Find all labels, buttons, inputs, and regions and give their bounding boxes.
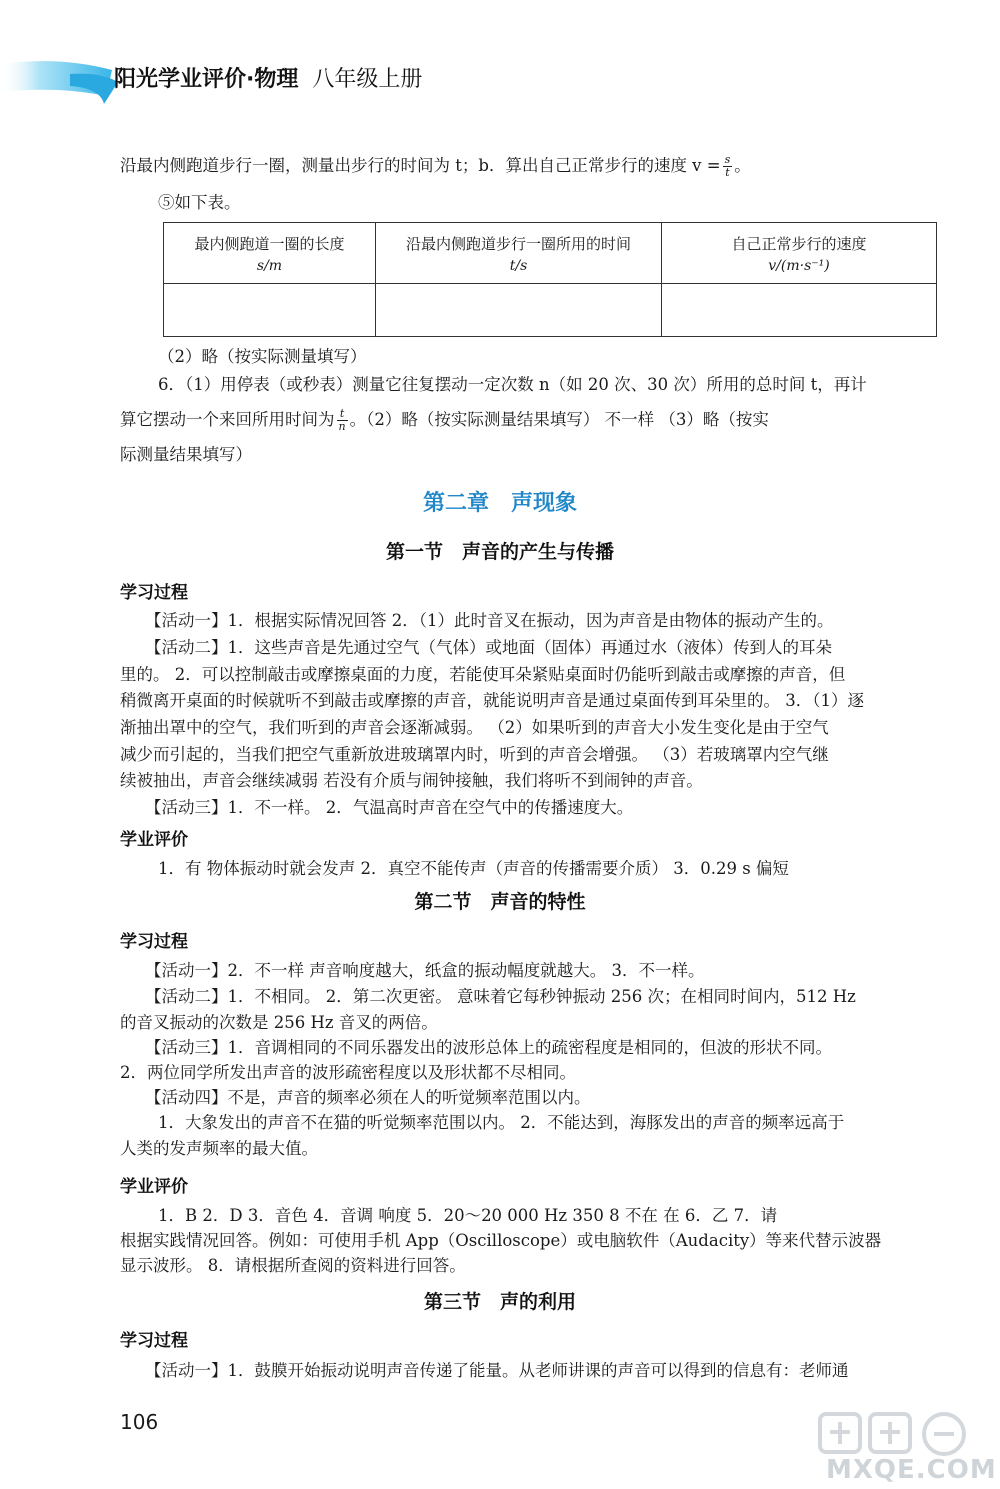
s1-line-1: 【活动一】1．根据实际情况回答 2．（1）此时音叉在振动，因为声音是由物体的振动产生的。 — [145, 611, 834, 630]
s2-line-6: 【活动四】不是，声音的频率必须在人的听觉频率范围以内。 — [145, 1088, 591, 1107]
table-cell — [662, 284, 937, 337]
measurement-table — [163, 222, 937, 337]
section-2-process-heading: 学习过程 — [120, 932, 188, 952]
s1-line-8: 【活动三】1．不一样。 2．气温高时声音在空气中的传播速度大。 — [145, 798, 634, 817]
q6-line-2-a: 算它摆动一个来回所用时间为 — [120, 410, 335, 429]
top-line-1: 沿最内侧跑道步行一圈，测量出步行的时间为 t；b．算出自己正常步行的速度 v = $\frac{s}{t}$ 。 — [120, 153, 751, 179]
q6-line-2-b: 。（2）略（按实际测量结果填写） 不一样 （3）略（按实 — [349, 410, 769, 429]
s2-line-1: 【活动一】2．不一样 声音响度越大，纸盒的振动幅度就越大。 3．不一样。 — [145, 961, 705, 980]
book-grade: 八年级上册 — [312, 67, 423, 92]
section-1-process-heading: 学习过程 — [120, 583, 188, 603]
header-unit: v/(m·s⁻¹) — [768, 257, 830, 274]
s1-eval-line: 1．有 物体振动时就会发声 2．真空不能传声（声音的传播需要介质） 3．0.29 s 偏短 — [158, 859, 789, 878]
header-title: 沿最内侧跑道步行一圈所用的时间 — [405, 234, 631, 253]
s2-eval-line-2: 根据实践情况回答。例如：可使用手机 App（Oscilloscope）或电脑软件（Audacity）等来代替示波器 — [120, 1231, 882, 1250]
s2-line-4: 【活动三】1．音调相同的不同乐器发出的波形总体上的疏密程度是相同的，但波的形状不同。 — [145, 1038, 832, 1057]
table-cell — [376, 284, 662, 337]
table-header-cell — [164, 223, 376, 284]
q6-line-1: 6．（1）用停表（或秒表）测量它往复摆动一定次数 n（如 20 次、30 次）所用的总时间 t，再计 — [158, 375, 867, 394]
table-header-row — [164, 223, 937, 284]
watermark-site: MXQE.COM — [826, 1455, 997, 1485]
banner-swoosh-icon — [0, 52, 130, 108]
s1-line-3: 里的。 2．可以控制敲击或摩擦桌面的力度，若能使耳朵紧贴桌面时仍能听到敲击或摩擦的声音，但 — [120, 665, 846, 684]
page-number: 106 — [120, 1410, 159, 1434]
fraction-denominator: t — [723, 166, 733, 179]
table-row — [164, 284, 937, 337]
table-header-cell — [662, 223, 937, 284]
header-unit: s/m — [256, 257, 283, 274]
s1-line-4: 稍微离开桌面的时候就听不到敲击或摩擦的声音，就能说明声音是通过桌面传到耳朵里的。 3．（1）逐 — [120, 691, 864, 710]
section-2-eval-heading: 学业评价 — [120, 1177, 188, 1197]
s3-line-1: 【活动一】1．鼓膜开始振动说明声音传递了能量。从老师讲课的声音可以得到的信息有：老师通 — [145, 1361, 849, 1380]
top-line-1-text: 沿最内侧跑道步行一圈，测量出步行的时间为 t；b．算出自己正常步行的速度 v = — [120, 156, 721, 175]
fraction-denominator: n — [338, 420, 346, 433]
section-1-eval-heading: 学业评价 — [120, 830, 188, 850]
s1-line-2: 【活动二】1．这些声音是先通过空气（气体）或地面（固体）再通过水（液体）传到人的耳朵 — [145, 638, 832, 657]
table-header-cell — [376, 223, 662, 284]
header-unit: t/s — [509, 257, 528, 274]
s2-eval-line-3: 显示波形。 8．请根据所查阅的资料进行回答。 — [120, 1256, 466, 1275]
fraction-t-over-n — [337, 408, 348, 433]
header-title: 自己正常步行的速度 — [731, 234, 867, 253]
section-3-title: 第三节 声的利用 — [423, 1291, 576, 1313]
s1-line-6: 减少而引起的，当我们把空气重新放进玻璃罩内时，听到的声音会增强。 （3）若玻璃罩内空气继 — [120, 745, 829, 764]
s1-line-7: 续被抽出，声音会继续减弱 若没有介质与闹钟接触，我们将听不到闹钟的声音。 — [120, 771, 703, 790]
section-2-title: 第二节 声音的特性 — [414, 891, 586, 913]
s2-line-2: 【活动二】1．不相同。 2．第二次更密。 意味着它每秒钟振动 256 次；在相同时间内，512 Hz — [145, 987, 856, 1006]
s2-eval-line-1: 1．B 2．D 3．音色 4．音调 响度 5．20～20 000 Hz 350 8 不在 在 6．乙 7．请 — [158, 1206, 778, 1225]
book-title — [114, 62, 422, 93]
q6-line-3: 际测量结果填写） — [120, 445, 252, 464]
s2-line-5: 2．两位同学所发出声音的波形疏密程度以及形状都不尽相同。 — [120, 1063, 576, 1082]
s2-line-8: 人类的发声频率的最大值。 — [120, 1139, 318, 1158]
fraction-numerator: s — [724, 153, 731, 166]
answer-2: （2）略（按实际测量填写） — [158, 347, 367, 366]
fraction-numerator: t — [339, 407, 345, 420]
chapter-title: 第二章 声现象 — [422, 491, 577, 516]
header-banner — [0, 52, 480, 108]
q6-line-2 — [120, 408, 769, 433]
s1-line-5: 渐抽出罩中的空气，我们听到的声音会逐渐减弱。 （2）如果听到的声音大小发生变化是由于空气 — [120, 718, 829, 737]
s2-line-3: 的音叉振动的次数是 256 Hz 音叉的两倍。 — [120, 1013, 438, 1032]
section-1-title: 第一节 声音的产生与传播 — [385, 541, 614, 563]
section-3-process-heading: 学习过程 — [120, 1331, 188, 1351]
table-cell — [164, 284, 376, 337]
s2-line-7: 1．大象发出的声音不在猫的听觉频率范围以内。 2．不能达到，海豚发出的声音的频率远高于 — [158, 1113, 845, 1132]
book-series: 阳光学业评价·物理 — [114, 67, 299, 92]
item-5: ⑤如下表。 — [158, 193, 241, 212]
fraction-s-over-t — [723, 154, 733, 179]
header-title: 最内侧跑道一圈的长度 — [194, 234, 345, 253]
